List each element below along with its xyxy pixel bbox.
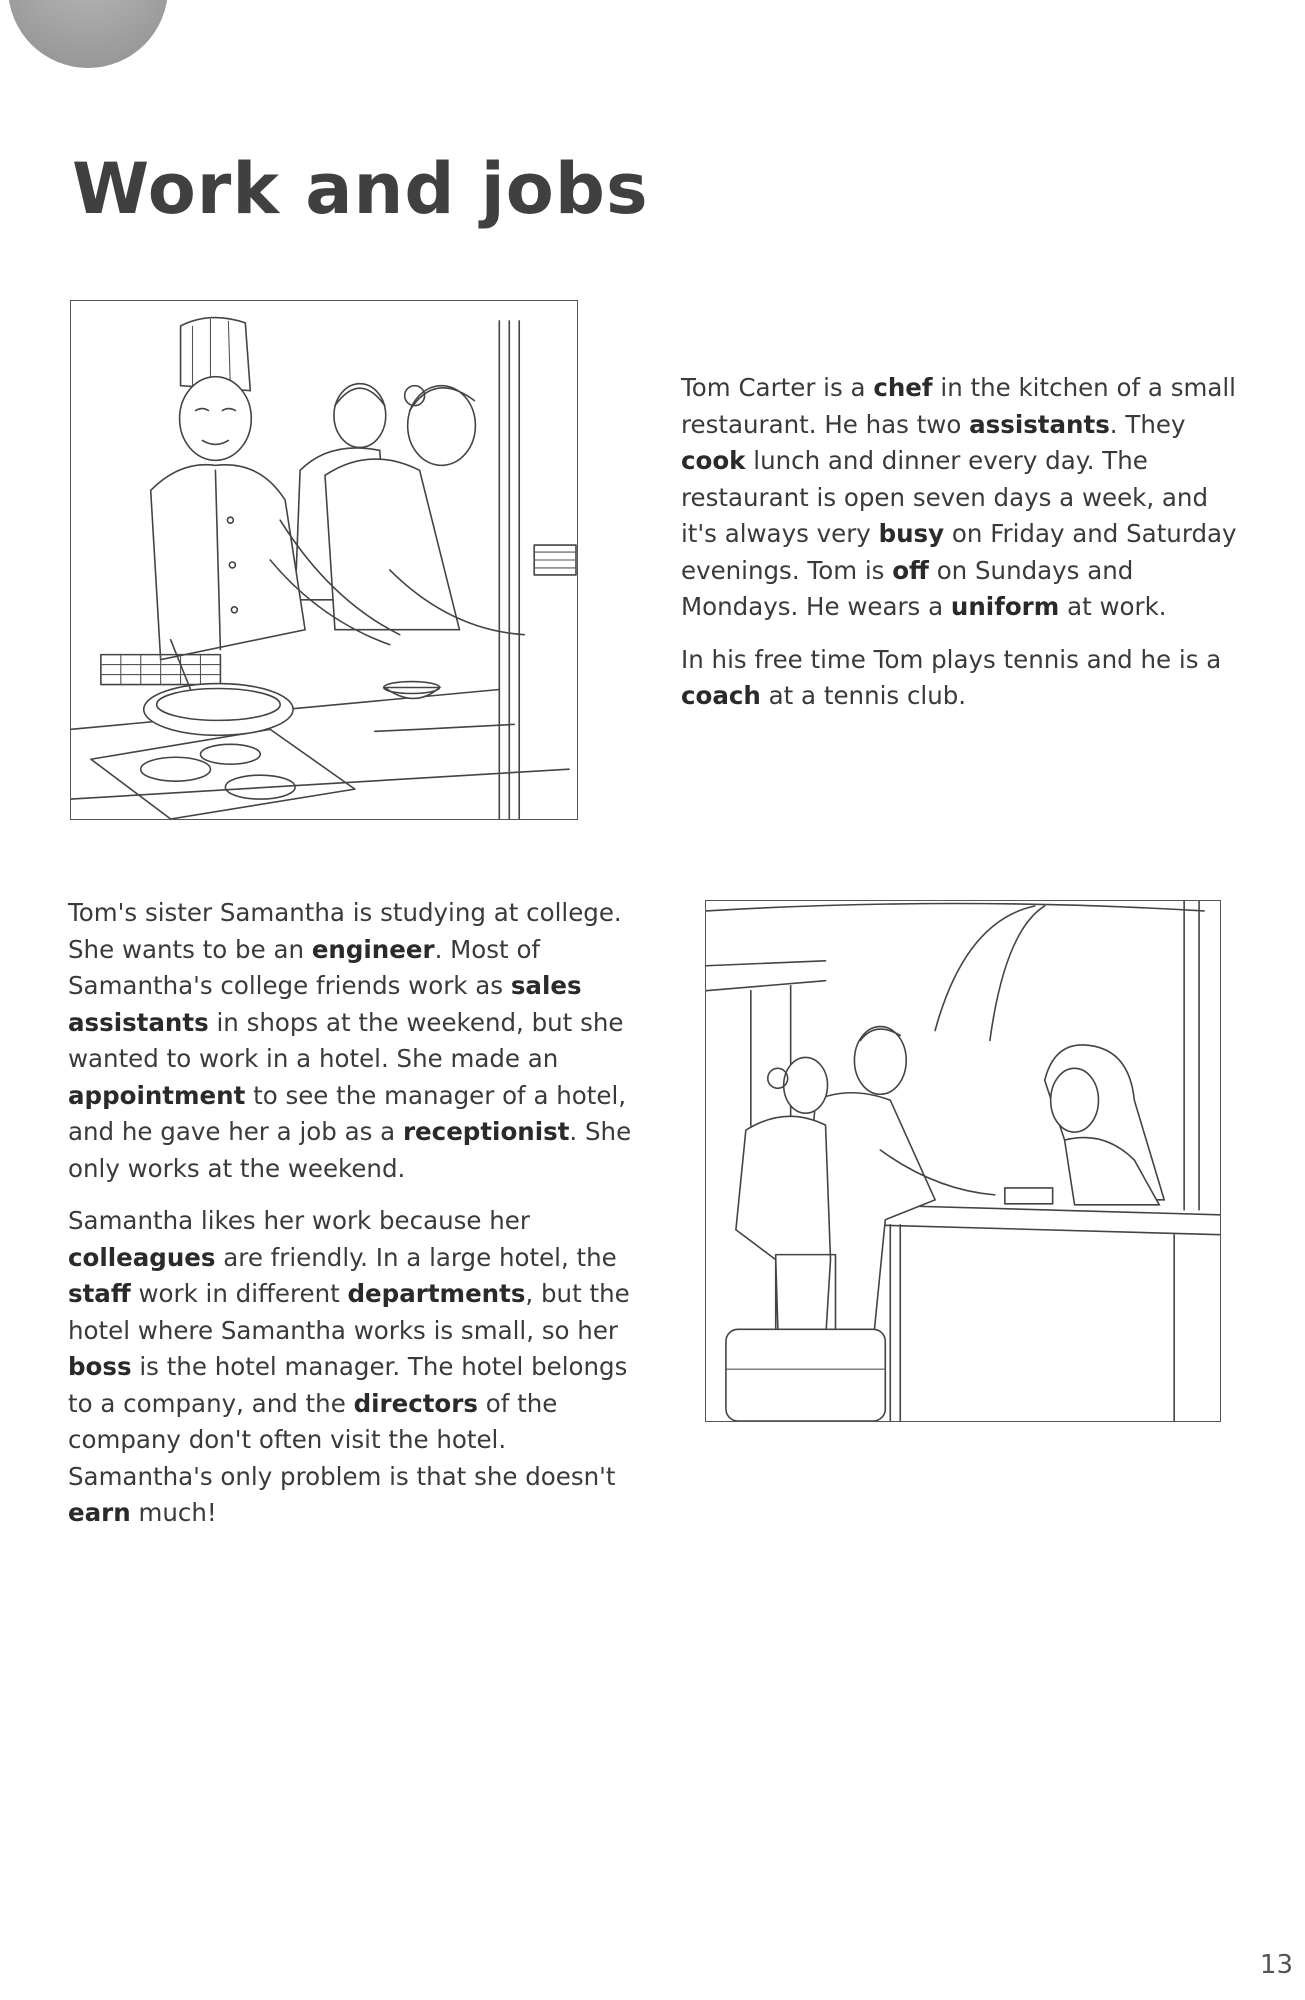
samantha-text — [68, 895, 648, 1548]
tom-paragraph-1: Tom Carter is a chef in the kitchen of a small restaurant. He has two assistants. They cook lunch and dinner every day. The restaurant is open seven days a week, and it's always very busy on Friday and Saturday evenings. Tom is off on Sundays and Mondays. He wears a uniform at work. — [681, 373, 1237, 621]
key-word: busy — [878, 519, 945, 548]
key-word: earn — [68, 1498, 131, 1527]
key-word: cook — [681, 446, 746, 475]
page-title: Work and jobs — [72, 148, 649, 230]
reception-illustration — [705, 900, 1221, 1422]
key-word: staff — [68, 1279, 131, 1308]
key-word: coach — [681, 681, 761, 710]
key-word: appointment — [68, 1080, 246, 1110]
key-word: uniform — [950, 592, 1060, 621]
key-word: directors — [353, 1388, 478, 1418]
unit-badge — [8, 0, 168, 68]
tom-paragraph-2: In his free time Tom plays tennis and he is a coach at a tennis club. — [681, 644, 1222, 710]
key-word: receptionist — [402, 1117, 570, 1146]
tom-text — [681, 370, 1241, 731]
key-word: assistants — [969, 409, 1110, 439]
key-word: engineer — [311, 934, 435, 964]
key-word: chef — [873, 373, 933, 402]
key-word: boss — [68, 1352, 132, 1381]
key-word: colleagues — [68, 1242, 216, 1272]
page-number: 13 — [1259, 1950, 1293, 1980]
samantha-paragraph-2: Samantha likes her work because her colleagues are friendly. In a large hotel, the staff work in different departments, but the hotel where Samantha works is small, so her boss is the hotel manager. The hotel belongs to a company, and the directors of the company don't often visit the hotel. Samantha's only problem is that she doesn't earn much! — [68, 1206, 630, 1527]
key-word: off — [892, 555, 929, 585]
key-word: sales assistants — [68, 971, 582, 1037]
key-word: departments — [347, 1279, 526, 1308]
samantha-paragraph-1: Tom's sister Samantha is studying at college. She wants to be an engineer. Most of Samantha's college friends work as sales assistants in shops at the weekend, but she wanted to work in a hotel. She made an appointment to see the manager of a hotel, and he gave her a job as a receptionist. She only works at the weekend. — [68, 898, 632, 1183]
kitchen-illustration — [70, 300, 578, 820]
